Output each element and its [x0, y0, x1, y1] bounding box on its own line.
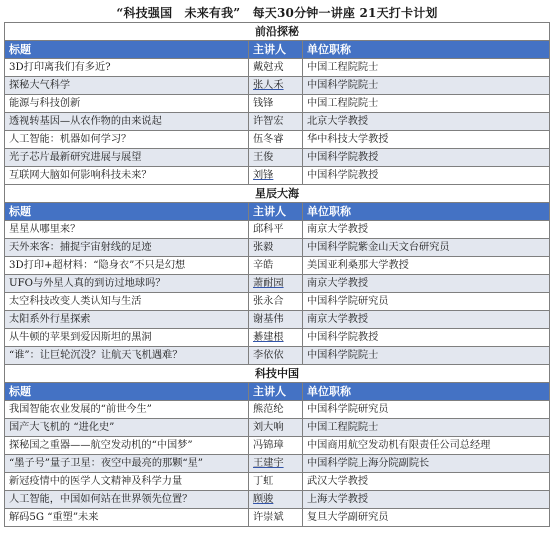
cell-topic: 探秘国之重器——航空发动机的“中国梦” — [5, 437, 249, 455]
cell-speaker — [249, 77, 303, 95]
table-row — [5, 293, 550, 311]
table-row — [5, 491, 550, 509]
cell-affiliation: 中国商用航空发动机有限责任公司总经理 — [303, 437, 550, 455]
cell-topic: 天外来客：捕捉宇宙射线的足迹 — [5, 239, 249, 257]
section-heading: 星辰大海 — [5, 185, 550, 203]
cell-affiliation: 中国科学院紫金山天文台研究员 — [303, 239, 550, 257]
cell-speaker — [249, 221, 303, 239]
cell-topic: 3D打印离我们有多近? — [5, 59, 249, 77]
cell-speaker — [249, 239, 303, 257]
cell-topic: 从牛顿的苹果到爱因斯坦的黑洞 — [5, 329, 249, 347]
section-heading: 前沿探秘 — [5, 23, 550, 41]
speaker-name: 许智宏 — [253, 115, 284, 127]
table-row — [5, 221, 550, 239]
speaker-name: 顾骏 — [253, 493, 274, 505]
cell-affiliation: 北京大学教授 — [303, 113, 550, 131]
section-heading: 科技中国 — [5, 365, 550, 383]
table-row — [5, 149, 550, 167]
table-row — [5, 77, 550, 95]
cell-speaker — [249, 95, 303, 113]
speaker-name: 刘锋 — [253, 169, 274, 181]
speaker-name: 王建宇 — [253, 457, 284, 469]
table-row — [5, 473, 550, 491]
cell-affiliation: 武汉大学教授 — [303, 473, 550, 491]
table-row — [5, 239, 550, 257]
speaker-name: 熊范纶 — [253, 403, 284, 415]
cell-speaker — [249, 401, 303, 419]
speaker-name: 萧耐园 — [253, 277, 284, 289]
speaker-name: 张毅 — [253, 241, 274, 253]
table-row — [5, 401, 550, 419]
cell-speaker — [249, 437, 303, 455]
table-row — [5, 275, 550, 293]
speaker-name: 许崇斌 — [253, 511, 284, 523]
cell-affiliation: 中国科学院院士 — [303, 347, 550, 365]
speaker-name: 丁虹 — [253, 475, 274, 487]
header-speaker: 主讲人 — [249, 203, 303, 221]
table-row — [5, 95, 550, 113]
cell-topic: 新冠疫情中的医学人文精神及科学力量 — [5, 473, 249, 491]
cell-speaker — [249, 347, 303, 365]
header-speaker: 主讲人 — [249, 383, 303, 401]
cell-speaker — [249, 113, 303, 131]
cell-topic: 星星从哪里来？ — [5, 221, 249, 239]
cell-affiliation: 中国科学院教授 — [303, 167, 550, 185]
cell-affiliation: 中国科学院上海分院副院长 — [303, 455, 550, 473]
table-row — [5, 131, 550, 149]
speaker-name: 李依依 — [253, 349, 284, 361]
column-header-row — [5, 41, 550, 59]
cell-topic: UFO与外星人真的到访过地球吗？ — [5, 275, 249, 293]
header-affiliation: 单位职称 — [303, 383, 550, 401]
section-heading-row — [5, 185, 550, 203]
speaker-name: 谢基伟 — [253, 313, 284, 325]
speaker-name: 辛皓 — [253, 259, 274, 271]
cell-affiliation: 华中科技大学教授 — [303, 131, 550, 149]
header-topic: 标题 — [5, 383, 249, 401]
cell-affiliation: 复旦大学副研究员 — [303, 509, 550, 527]
speaker-name: 綦建根 — [253, 331, 284, 343]
cell-topic: 太空科技改变人类认知与生活 — [5, 293, 249, 311]
cell-affiliation: 美国亚利桑那大学教授 — [303, 257, 550, 275]
header-affiliation: 单位职称 — [303, 203, 550, 221]
table-row — [5, 257, 550, 275]
cell-topic: 光子芯片最新研究进展与展望 — [5, 149, 249, 167]
cell-speaker — [249, 491, 303, 509]
cell-speaker — [249, 149, 303, 167]
cell-topic: 能源与科技创新 — [5, 95, 249, 113]
table-row — [5, 509, 550, 527]
table-row — [5, 347, 550, 365]
table-row — [5, 311, 550, 329]
cell-affiliation: 南京大学教授 — [303, 311, 550, 329]
cell-speaker — [249, 167, 303, 185]
schedule-table-body — [5, 23, 550, 527]
table-row — [5, 437, 550, 455]
page-title: “科技强国 未来有我” 每天30分钟一讲座 21天打卡计划 — [116, 6, 438, 20]
cell-topic: 我国智能农业发展的“前世今生” — [5, 401, 249, 419]
cell-affiliation: 上海大学教授 — [303, 491, 550, 509]
header-affiliation: 单位职称 — [303, 41, 550, 59]
cell-topic: 互联网大脑如何影响科技未来？ — [5, 167, 249, 185]
cell-speaker — [249, 275, 303, 293]
speaker-name: 邱科平 — [253, 223, 284, 235]
cell-topic: 透视转基因—从农作物的由来说起 — [5, 113, 249, 131]
cell-topic: 3D打印+超材料：“隐身衣”不只是幻想 — [5, 257, 249, 275]
cell-affiliation: 中国工程院院士 — [303, 419, 550, 437]
cell-affiliation: 南京大学教授 — [303, 275, 550, 293]
cell-speaker — [249, 419, 303, 437]
table-row — [5, 113, 550, 131]
cell-affiliation: 中国工程院院士 — [303, 95, 550, 113]
cell-affiliation: 中国科学院教授 — [303, 329, 550, 347]
header-topic: 标题 — [5, 203, 249, 221]
table-row — [5, 455, 550, 473]
section-heading-row — [5, 23, 550, 41]
cell-affiliation: 中国科学院教授 — [303, 149, 550, 167]
cell-speaker — [249, 131, 303, 149]
header-topic: 标题 — [5, 41, 249, 59]
column-header-row — [5, 383, 550, 401]
cell-affiliation: 中国科学院院士 — [303, 77, 550, 95]
cell-topic: “墨子号”量子卫星：夜空中最亮的那颗“星” — [5, 455, 249, 473]
cell-speaker — [249, 59, 303, 77]
cell-topic: 人工智能：机器如何学习？ — [5, 131, 249, 149]
cell-affiliation: 中国科学院研究员 — [303, 293, 550, 311]
cell-speaker — [249, 293, 303, 311]
speaker-name: 王俊 — [253, 151, 274, 163]
cell-affiliation: 中国工程院院士 — [303, 59, 550, 77]
table-row — [5, 329, 550, 347]
speaker-name: 刘大响 — [253, 421, 284, 433]
column-header-row — [5, 203, 550, 221]
speaker-name: 张永合 — [253, 295, 284, 307]
cell-affiliation: 中国科学院研究员 — [303, 401, 550, 419]
cell-speaker — [249, 473, 303, 491]
header-speaker: 主讲人 — [249, 41, 303, 59]
cell-topic: 人工智能，中国如何站在世界领先位置？ — [5, 491, 249, 509]
cell-topic: 探秘大气科学 — [5, 77, 249, 95]
cell-topic: 太阳系外行星探索 — [5, 311, 249, 329]
speaker-name: 钱锋 — [253, 97, 274, 109]
cell-topic: 解码5G “重塑”未来 — [5, 509, 249, 527]
table-row — [5, 419, 550, 437]
speaker-name: 冯锦璋 — [253, 439, 284, 451]
cell-topic: “谁”：让巨轮沉没？让航天飞机遇难？ — [5, 347, 249, 365]
cell-speaker — [249, 329, 303, 347]
table-row — [5, 167, 550, 185]
cell-speaker — [249, 455, 303, 473]
section-heading-row — [5, 365, 550, 383]
speaker-name: 戴尅戎 — [253, 61, 284, 73]
cell-speaker — [249, 257, 303, 275]
speaker-name: 伍冬睿 — [253, 133, 284, 145]
cell-topic: 国产大飞机的 “进化史” — [5, 419, 249, 437]
cell-speaker — [249, 311, 303, 329]
schedule-table — [4, 22, 550, 527]
table-row — [5, 59, 550, 77]
cell-speaker — [249, 509, 303, 527]
speaker-name: 张人禾 — [253, 79, 284, 91]
cell-affiliation: 南京大学教授 — [303, 221, 550, 239]
